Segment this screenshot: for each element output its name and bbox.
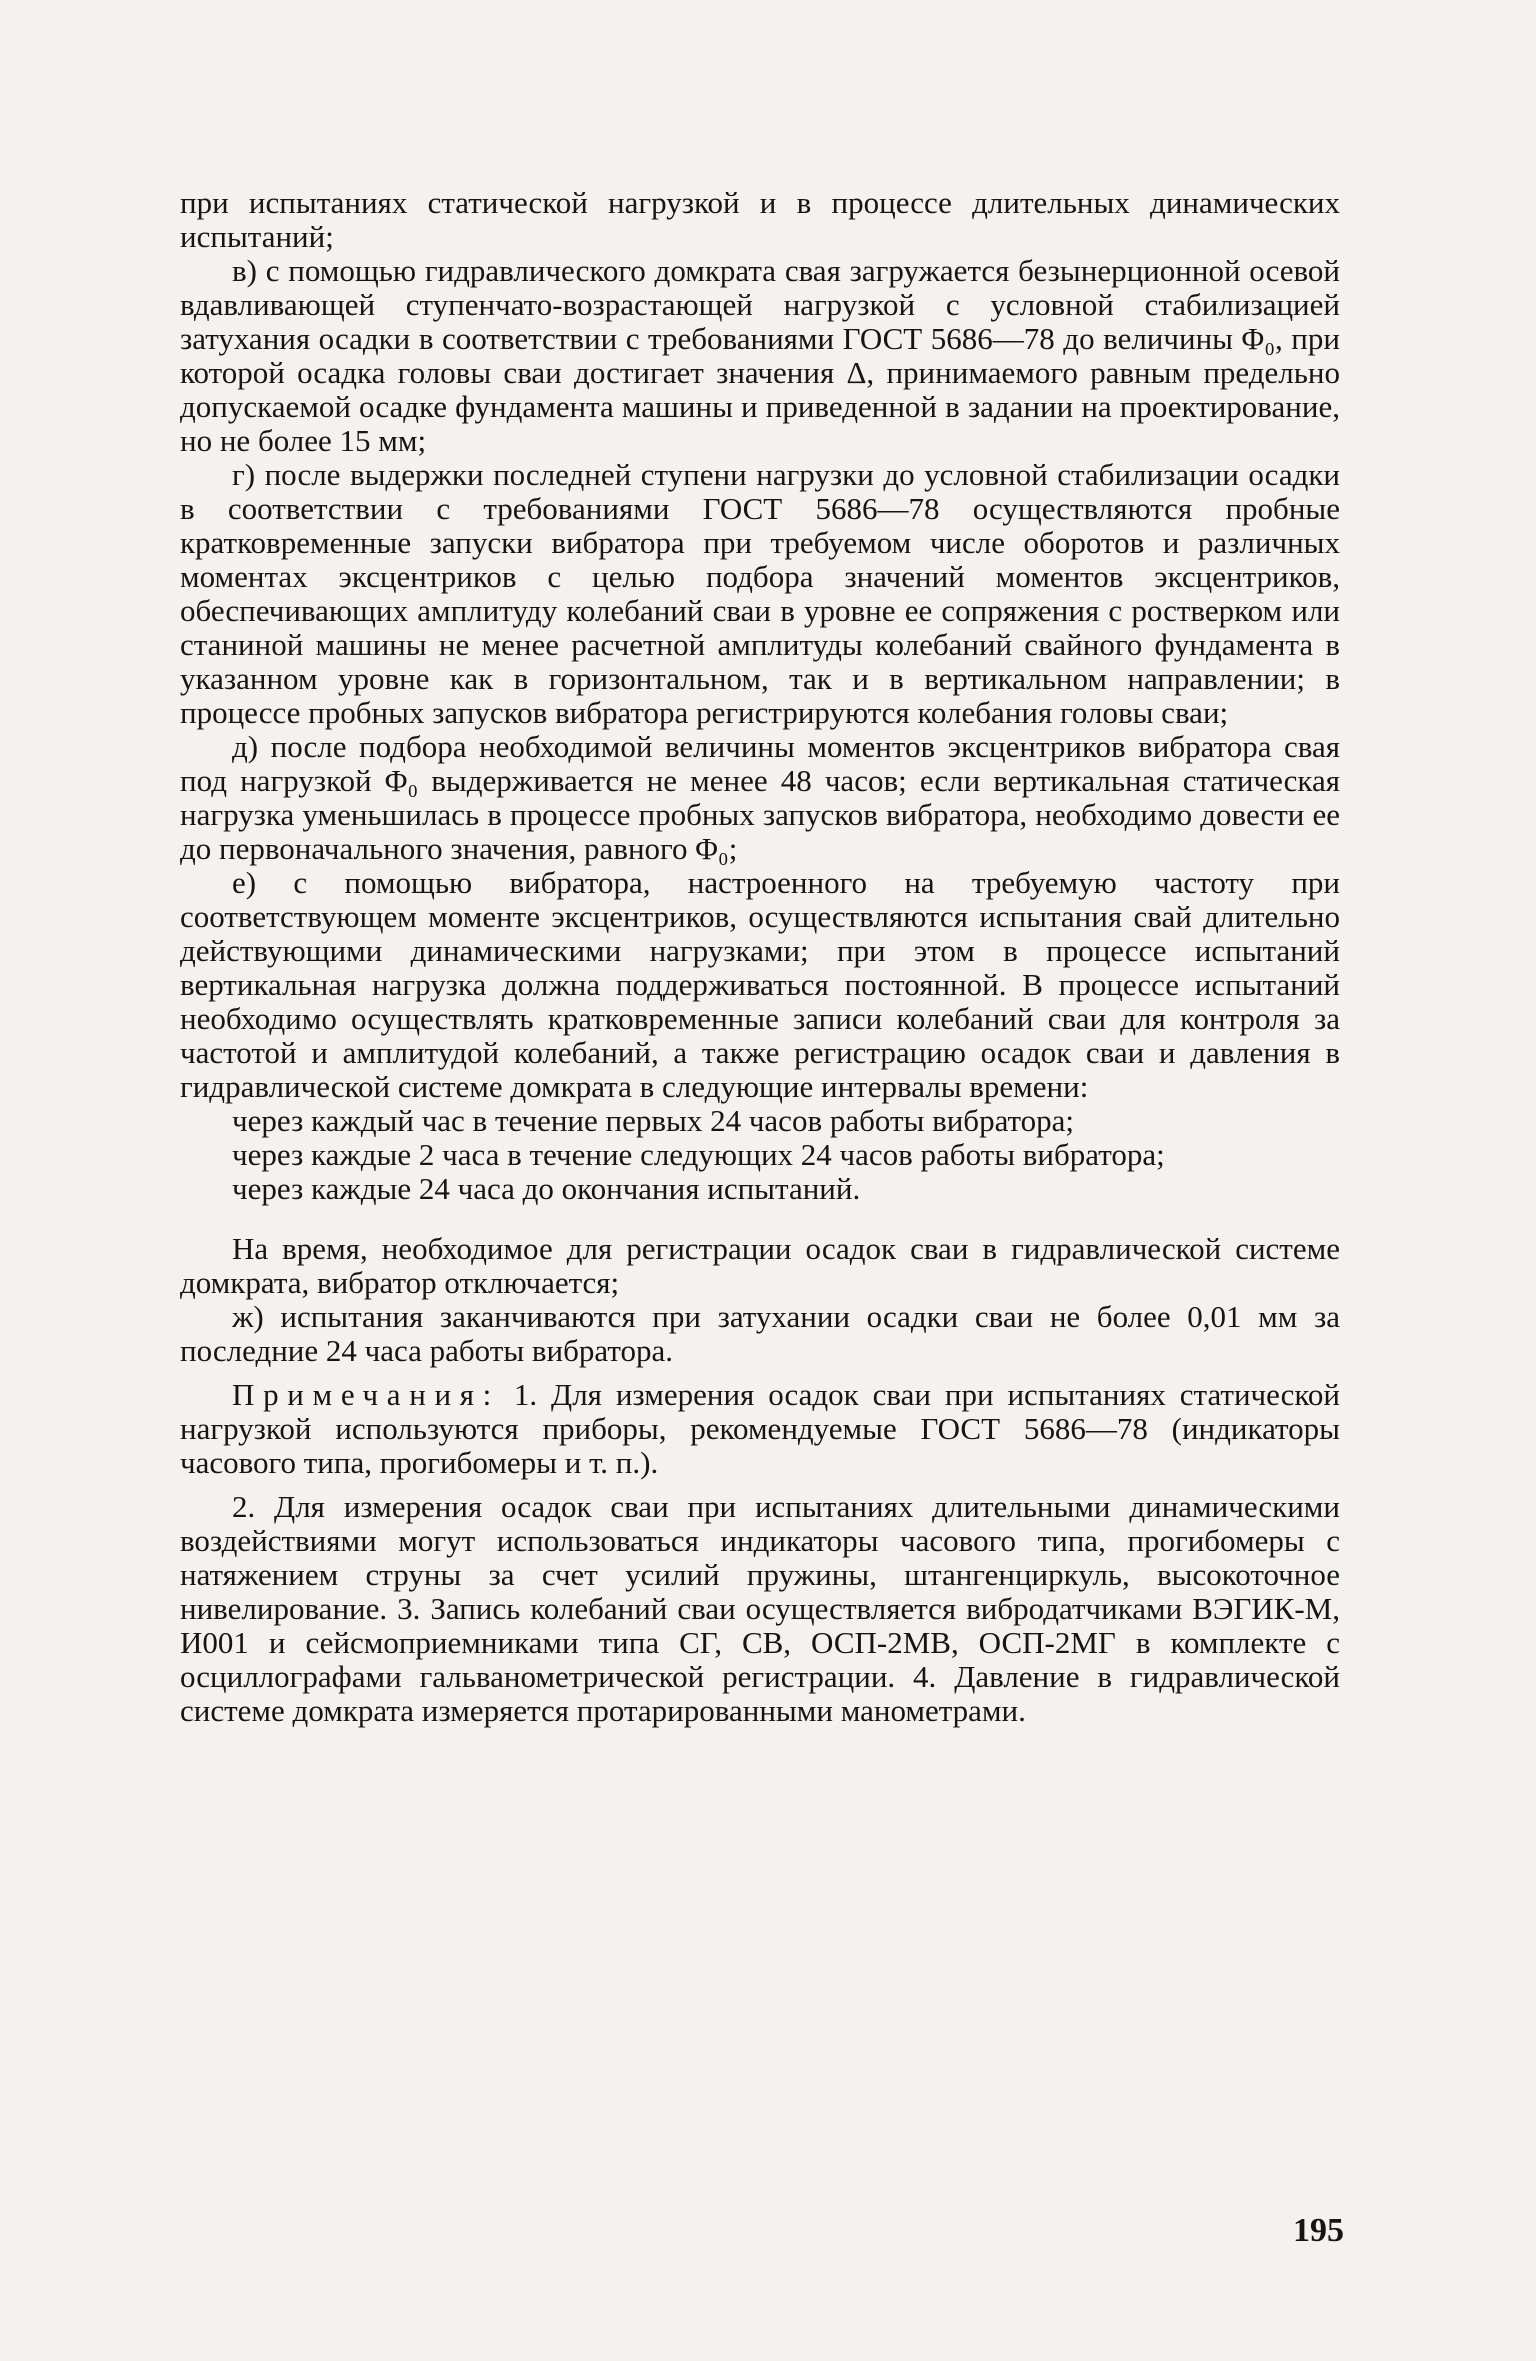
page-number: 195 (1293, 2212, 1344, 2249)
paragraph-interval-2: через каждые 2 часа в течение следующих 24 часов работы вибратора; (232, 1137, 1165, 1172)
notes-label: Примечания: (232, 1377, 500, 1412)
paragraph-item-e: е) с помощью вибратора, настроенного на требуемую частоту при соответствующем моменте эксцентриков, осуществляются испытания свай длительно действующими динамическими нагрузками; при этом в процессе испытаний вертикальная нагрузка должна поддерживаться постоянной. В процессе испытаний необходимо осуществлять кратковременные записи колебаний сваи для контроля за частотой и амплитудой колебаний, а также регистрацию осадок сваи и давления в гидравлической системе домкрата в следующие интервалы времени: (180, 865, 1340, 1104)
page-body (180, 186, 1340, 1728)
paragraph-item-d: д) после подбора необходимой величины моментов эксцентриков вибратора свая под нагрузкой Φ₀ выдерживается не менее 48 часов; если вертикальная статическая нагрузка уменьшилась в процессе пробных запусков вибратора, необходимо довести ее до первоначального значения, равного Φ₀; (180, 729, 1340, 866)
note-1-text: 1. Для измерения осадок сваи при испытаниях статической нагрузкой используются приборы, рекомендуемые ГОСТ 5686—78 (индикаторы часового типа, прогибомеры и т. п.). (180, 1377, 1341, 1480)
paragraph-interval-3: через каждые 24 часа до окончания испытаний. (232, 1171, 861, 1206)
paragraph-item-v: в) с помощью гидравлического домкрата свая загружается безынерционной осевой вдавливающей ступенчато-возрастающей нагрузкой с условной стабилизацией затухания осадки в соответствии с требованиями ГОСТ 5686—78 до величины Φ₀, при которой осадка головы сваи достигает значения Δ, принимаемого равным предельно допускаемой осадке фундамента машины и приведенной в задании на проектирование, но не более 15 мм; (180, 253, 1340, 458)
paragraph-interval-1: через каждый час в течение первых 24 часов работы вибратора; (232, 1103, 1075, 1138)
note-paragraph-1 (180, 1378, 1340, 1480)
paragraph-vibrator-off: На время, необходимое для регистрации осадок сваи в гидравлической системе домкрата, вибратор отключается; (180, 1231, 1340, 1300)
paragraph-item-g: г) после выдержки последней ступени нагрузки до условной стабилизации осадки в соответствии с требованиями ГОСТ 5686—78 осуществляются пробные кратковременные запуски вибратора при требуемом числе оборотов и различных моментах эксцентриков с целью подбора значений моментов эксцентриков, обеспечивающих амплитуду колебаний сваи в уровне ее сопряжения с ростверком или станиной машины не менее расчетной амплитуды колебаний свайного фундамента в указанном уровне как в горизонтальном, так и в вертикальном направлении; в процессе пробных запусков вибратора регистрируются колебания головы сваи; (180, 457, 1340, 730)
paragraph-item-zh: ж) испытания заканчиваются при затухании осадки сваи не более 0,01 мм за последние 24 часа работы вибратора. (180, 1299, 1340, 1368)
paragraph-continuation: при испытаниях статической нагрузкой и в процессе длительных динамических испытаний; (180, 185, 1340, 254)
note-paragraph-2: 2. Для измерения осадок сваи при испытаниях длительными динамическими воздействиями могут использоваться индикаторы часового типа, прогибомеры с натяжением струны за счет усилий пружины, штангенциркуль, высокоточное нивелирование. 3. Запись колебаний сваи осуществляется вибродатчиками ВЭГИК-М, И001 и сейсмоприемниками типа СГ, СВ, ОСП-2МВ, ОСП-2МГ в комплекте с осциллографами гальванометрической регистрации. 4. Давление в гидравлической системе домкрата измеряется протарированными манометрами. (180, 1489, 1340, 1728)
